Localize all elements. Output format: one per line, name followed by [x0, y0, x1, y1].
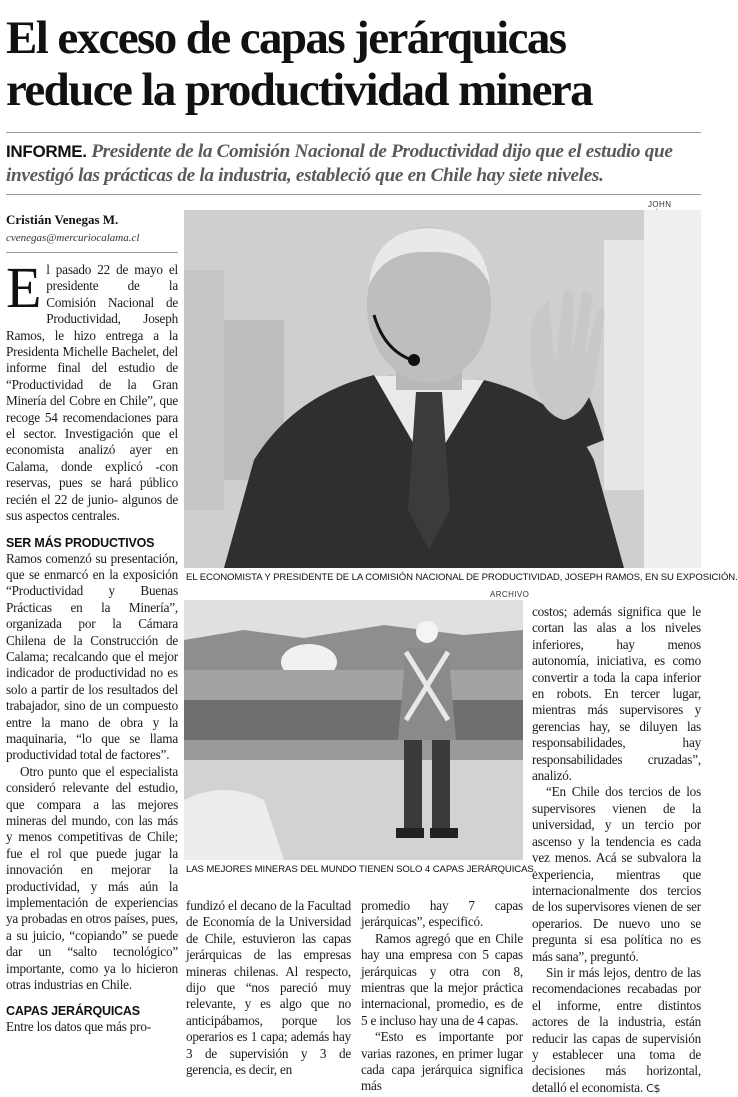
- paragraph: El pasado 22 de mayo el presidente de la Comisión Nacional de Productividad, Joseph Ramos, le hizo entrega a la Presidenta Michelle Bachelet, del informe final del estudio de “Productividad de la Gran Minería del Cobre en Chile”, que recoge 54 recomendaciones para el sector. Investigación que el economista analizó ayer en Calama, donde explicó -con reservas, pues se hará público recién el 22 de junio- algunos de sus aspectos centrales.: [6, 255, 178, 524]
- author-email[interactable]: cvenegas@mercuriocalama.cl: [6, 232, 140, 244]
- deck-rule: [6, 194, 701, 195]
- deck-tag: INFORME.: [6, 142, 87, 161]
- paragraph: promedio hay 7 capas jerárquicas”, especificó.: [361, 898, 523, 930]
- end-mark-icon: C$: [646, 1081, 661, 1095]
- photo-mine-worker: [184, 600, 523, 860]
- article-column-3: [361, 898, 523, 1095]
- headline-rule: [6, 132, 701, 133]
- article-column-1: [6, 255, 178, 1036]
- drop-cap: E: [6, 255, 42, 320]
- article-column-2: [186, 898, 351, 1078]
- paragraph: Ramos comenzó su presentación, que se enmarcó en la exposición “Productividad y Buenas Prácticas en la Minería”, organizada por la Cámara Chilena de la Construcción de Calama; recalcando que el mejor indicador de productividad no es solo a partir de los resultados del trabajador, sino de un compuesto entre la mano de obra y la maquinaria, “lo que se llama productividad total de factores”.: [6, 550, 178, 763]
- headline-line-2: reduce la productividad minera: [6, 64, 593, 116]
- speaker-photo-illustration: [184, 210, 701, 568]
- paragraph: “En Chile dos tercios de los supervisores vienen de la universidad, y un tercio por ascenso y la tendencia es cada vez menos. Acá se subvalora la experiencia, mientras que internacionalmente dos tercios de los supervisores vienen de ser operarios. De nuevo uno se pregunta si esa política no es más sana”, preguntó.: [532, 784, 701, 964]
- byline-rule: [6, 252, 178, 253]
- paragraph: Sin ir más lejos, dentro de las recomendaciones recabadas por el informe, entre distintos actores de la industria, están reducir las capas de supervisión y establecer una toma de decisiones más horizontal, detalló el economista. C$: [532, 964, 701, 1095]
- subhead-ser-mas-productivos: SER MÁS PRODUCTIVOS: [6, 535, 155, 550]
- paragraph: Entre los datos que más pro-: [6, 1019, 151, 1035]
- headline-line-1: El exceso de capas jerárquicas: [6, 12, 566, 64]
- paragraph: costos; además significa que le cortan las alas a los niveles inferiores, hay menos autonomía, iniciativa, es como convertir a toda la capa inferior en robots. En tercer lugar, mientras más supervisores y gerencias hay, se diluyen las responsabilidades, hay responsabilidades cruzadas”, analizó.: [532, 604, 701, 784]
- paragraph: Otro punto que el especialista consideró relevante del estudio, que compara a las mejores mineras del mundo, con las más y menos competitivas de Chile; fue el rol que puede jugar la innovación en mejorar la productividad, y más aún la implementación de experiencias ya probadas en otros países, pues, a su juicio, “copiando” se puede dar un “salto tecnológico” importante, como ya lo hicieron otras industrias en Chile.: [6, 763, 178, 993]
- deck: [6, 140, 701, 188]
- paragraph: Ramos agregó que en Chile hay una empresa con 5 capas jerárquicas y otra con 8, mientras que la mejor práctica internacional, promedio, es de 5 e incluso hay una de 4 capas.: [361, 930, 523, 1028]
- photo-credit-1: JOHN: [648, 200, 672, 209]
- subhead-capas-jerarquicas: CAPAS JERÁRQUICAS: [6, 1004, 140, 1019]
- mine-photo-illustration: [184, 600, 523, 860]
- photo-caption-1: EL ECONOMISTA Y PRESIDENTE DE LA COMISIÓN NACIONAL DE PRODUCTIVIDAD, JOSEPH RAMOS, EN SU EXPOSICIÓN.: [186, 572, 738, 583]
- deck-text: Presidente de la Comisión Nacional de Productividad dijo que el estudio que investigó las prácticas de la industria, estableció que en Chile hay siete niveles.: [6, 141, 673, 186]
- headline: [6, 12, 701, 116]
- paragraph: fundizó el decano de la Facultad de Economía de la Universidad de Chile, estuvieron las capas jerárquicas de las empresas mineras chilenas. Al respecto, dijo que “nos pareció muy relevante, y es algo que no anticipábamos, porque los operarios es 1 capa; además hay 3 de supervisión y 3 de gerencia, es decir, en: [186, 898, 351, 1078]
- paragraph: “Esto es importante por varias razones, en primer lugar cada capa jerárquica significa más: [361, 1029, 523, 1094]
- article-column-4: [532, 604, 701, 1097]
- author-name: Cristián Venegas M.: [6, 212, 119, 227]
- photo-credit-2: ARCHIVO: [490, 590, 530, 599]
- photo-caption-2: LAS MEJORES MINERAS DEL MUNDO TIENEN SOLO 4 CAPAS JERÁRQUICAS.: [186, 864, 537, 875]
- byline: [6, 212, 178, 244]
- photo-joseph-ramos: [184, 210, 701, 568]
